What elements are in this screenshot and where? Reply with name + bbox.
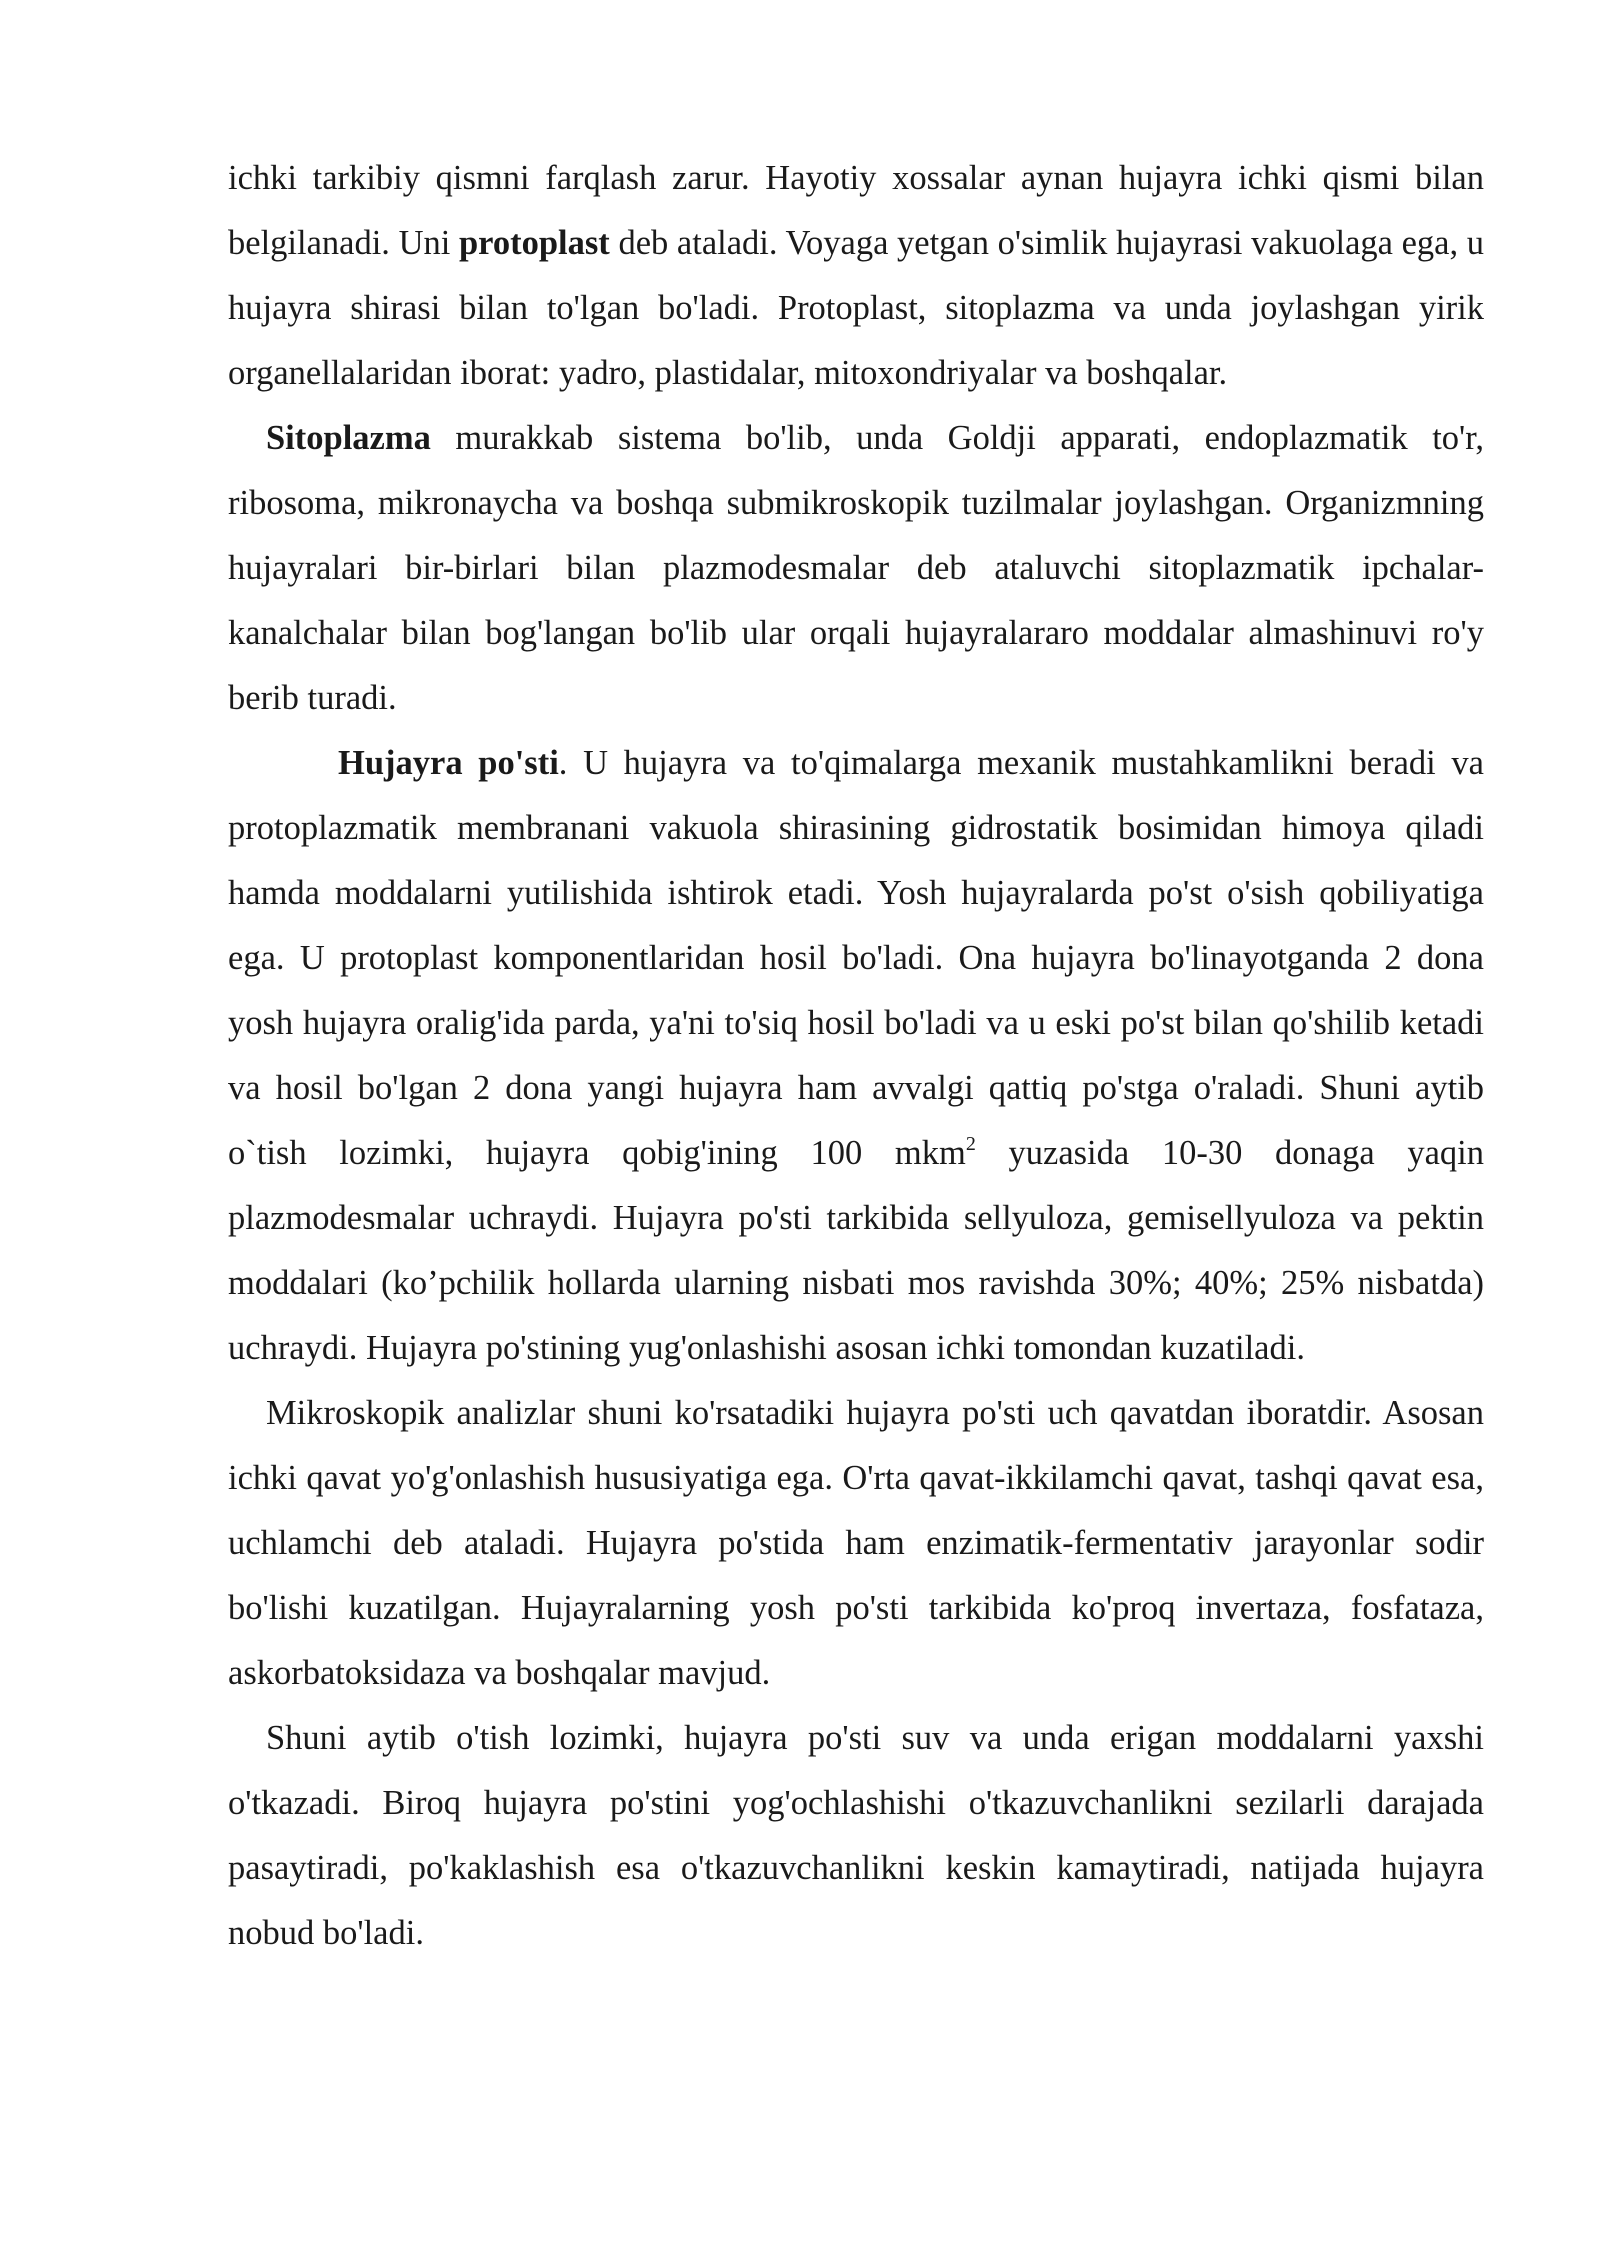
paragraph-text: . U hujayra va to'qimalarga mexanik mustahkamlikni beradi va protoplazmatik membranani vakuola shirasining gidrostatik bosimidan himoya qiladi hamda moddalarni yutilishida ishtirok etadi. Yosh hujayralarda po'st o'sish qobiliyatiga ega. U protoplast komponentlaridan hosil bo'ladi. Ona hujayra bo'linayotganda 2 dona yosh hujayra oralig'ida parda, ya'ni to'siq hosil bo'ladi va u eski po'st bilan qo'shilib ketadi va hosil bo'lgan 2 dona yangi hujayra ham avvalgi qattiq po'stga o'raladi. Shuni aytib o`tish lozimki, hujayra qobig'ining 100 mkm [228,744,1484,1172]
paragraph-text: deb ataladi. Voyaga yetgan o'simlik hujayrasi vakuolaga ega, u hujayra shirasi bilan to'lgan bo'ladi. Protoplast, sitoplazma va unda joylashgan yirik organellalaridan iborat: yadro, plastidalar, mitoxondriyalar va boshqalar. [228,224,1485,392]
term-sitoplazma: Sitoplazma [266,419,431,457]
paragraph-text: yuzasida 10-30 donaga yaqin plazmodesmalar uchraydi. Hujayra po'sti tarkibida sellyuloza, gemisellyuloza va pektin moddalari (ko’pchilik hollarda ularning nisbati mos ravishda 30%; 40%; 25% nisbatda) uchraydi. Hujayra po'stining yug'onlashishi asosan ichki tomondan kuzatiladi. [228,1134,1484,1367]
paragraph-hujayra-posti [228,731,1484,1381]
paragraph-otkazuvchanlik [228,1706,1484,1966]
document-page [228,146,1484,1966]
paragraph-text: Shuni aytib o'tish lozimki, hujayra po'sti suv va unda erigan moddalarni yaxshi o'tkazadi. Biroq hujayra po'stini yog'ochlashishi o'tkazuvchanlikni sezilarli darajada pasaytiradi, po'kaklashish esa o'tkazuvchanlikni keskin kamaytiradi, natijada hujayra nobud bo'ladi. [228,1719,1484,1952]
paragraph-text: ichki tarkibiy qismni farqlash zarur. Hayotiy xossalar aynan hujayra ichki qismi bilan belgilanadi. Uni [228,159,1484,262]
term-hujayra-posti: Hujayra po'sti [338,744,559,782]
paragraph-mikroskopik [228,1381,1484,1706]
paragraph-sitoplazma [228,406,1484,731]
term-protoplast: protoplast [458,224,610,262]
paragraph-text: murakkab sistema bo'lib, unda Goldji apparati, endoplazmatik to'r, ribosoma, mikronaycha va boshqa submikroskopik tuzilmalar joylashgan. Organizmning hujayralari bir-birlari bilan plazmodesmalar deb ataluvchi sitoplazmatik ipchalar-kanalchalar bilan bog'langan bo'lib ular orqali hujayralararo moddalar almashinuvi ro'y berib turadi. [228,419,1484,717]
paragraph-protoplast [228,146,1484,406]
paragraph-text: Mikroskopik analizlar shuni ko'rsatadiki hujayra po'sti uch qavatdan iboratdir. Asosan ichki qavat yo'g'onlashish hususiyatiga ega. O'rta qavat-ikkilamchi qavat, tashqi qavat esa, uchlamchi deb ataladi. Hujayra po'stida ham enzimatik-fermentativ jarayonlar sodir bo'lishi kuzatilgan. Hujayralarning yosh po'sti tarkibida ko'proq invertaza, fosfataza, askorbatoksidaza va boshqalar mavjud. [228,1394,1484,1692]
superscript-2: 2 [965,1133,976,1155]
